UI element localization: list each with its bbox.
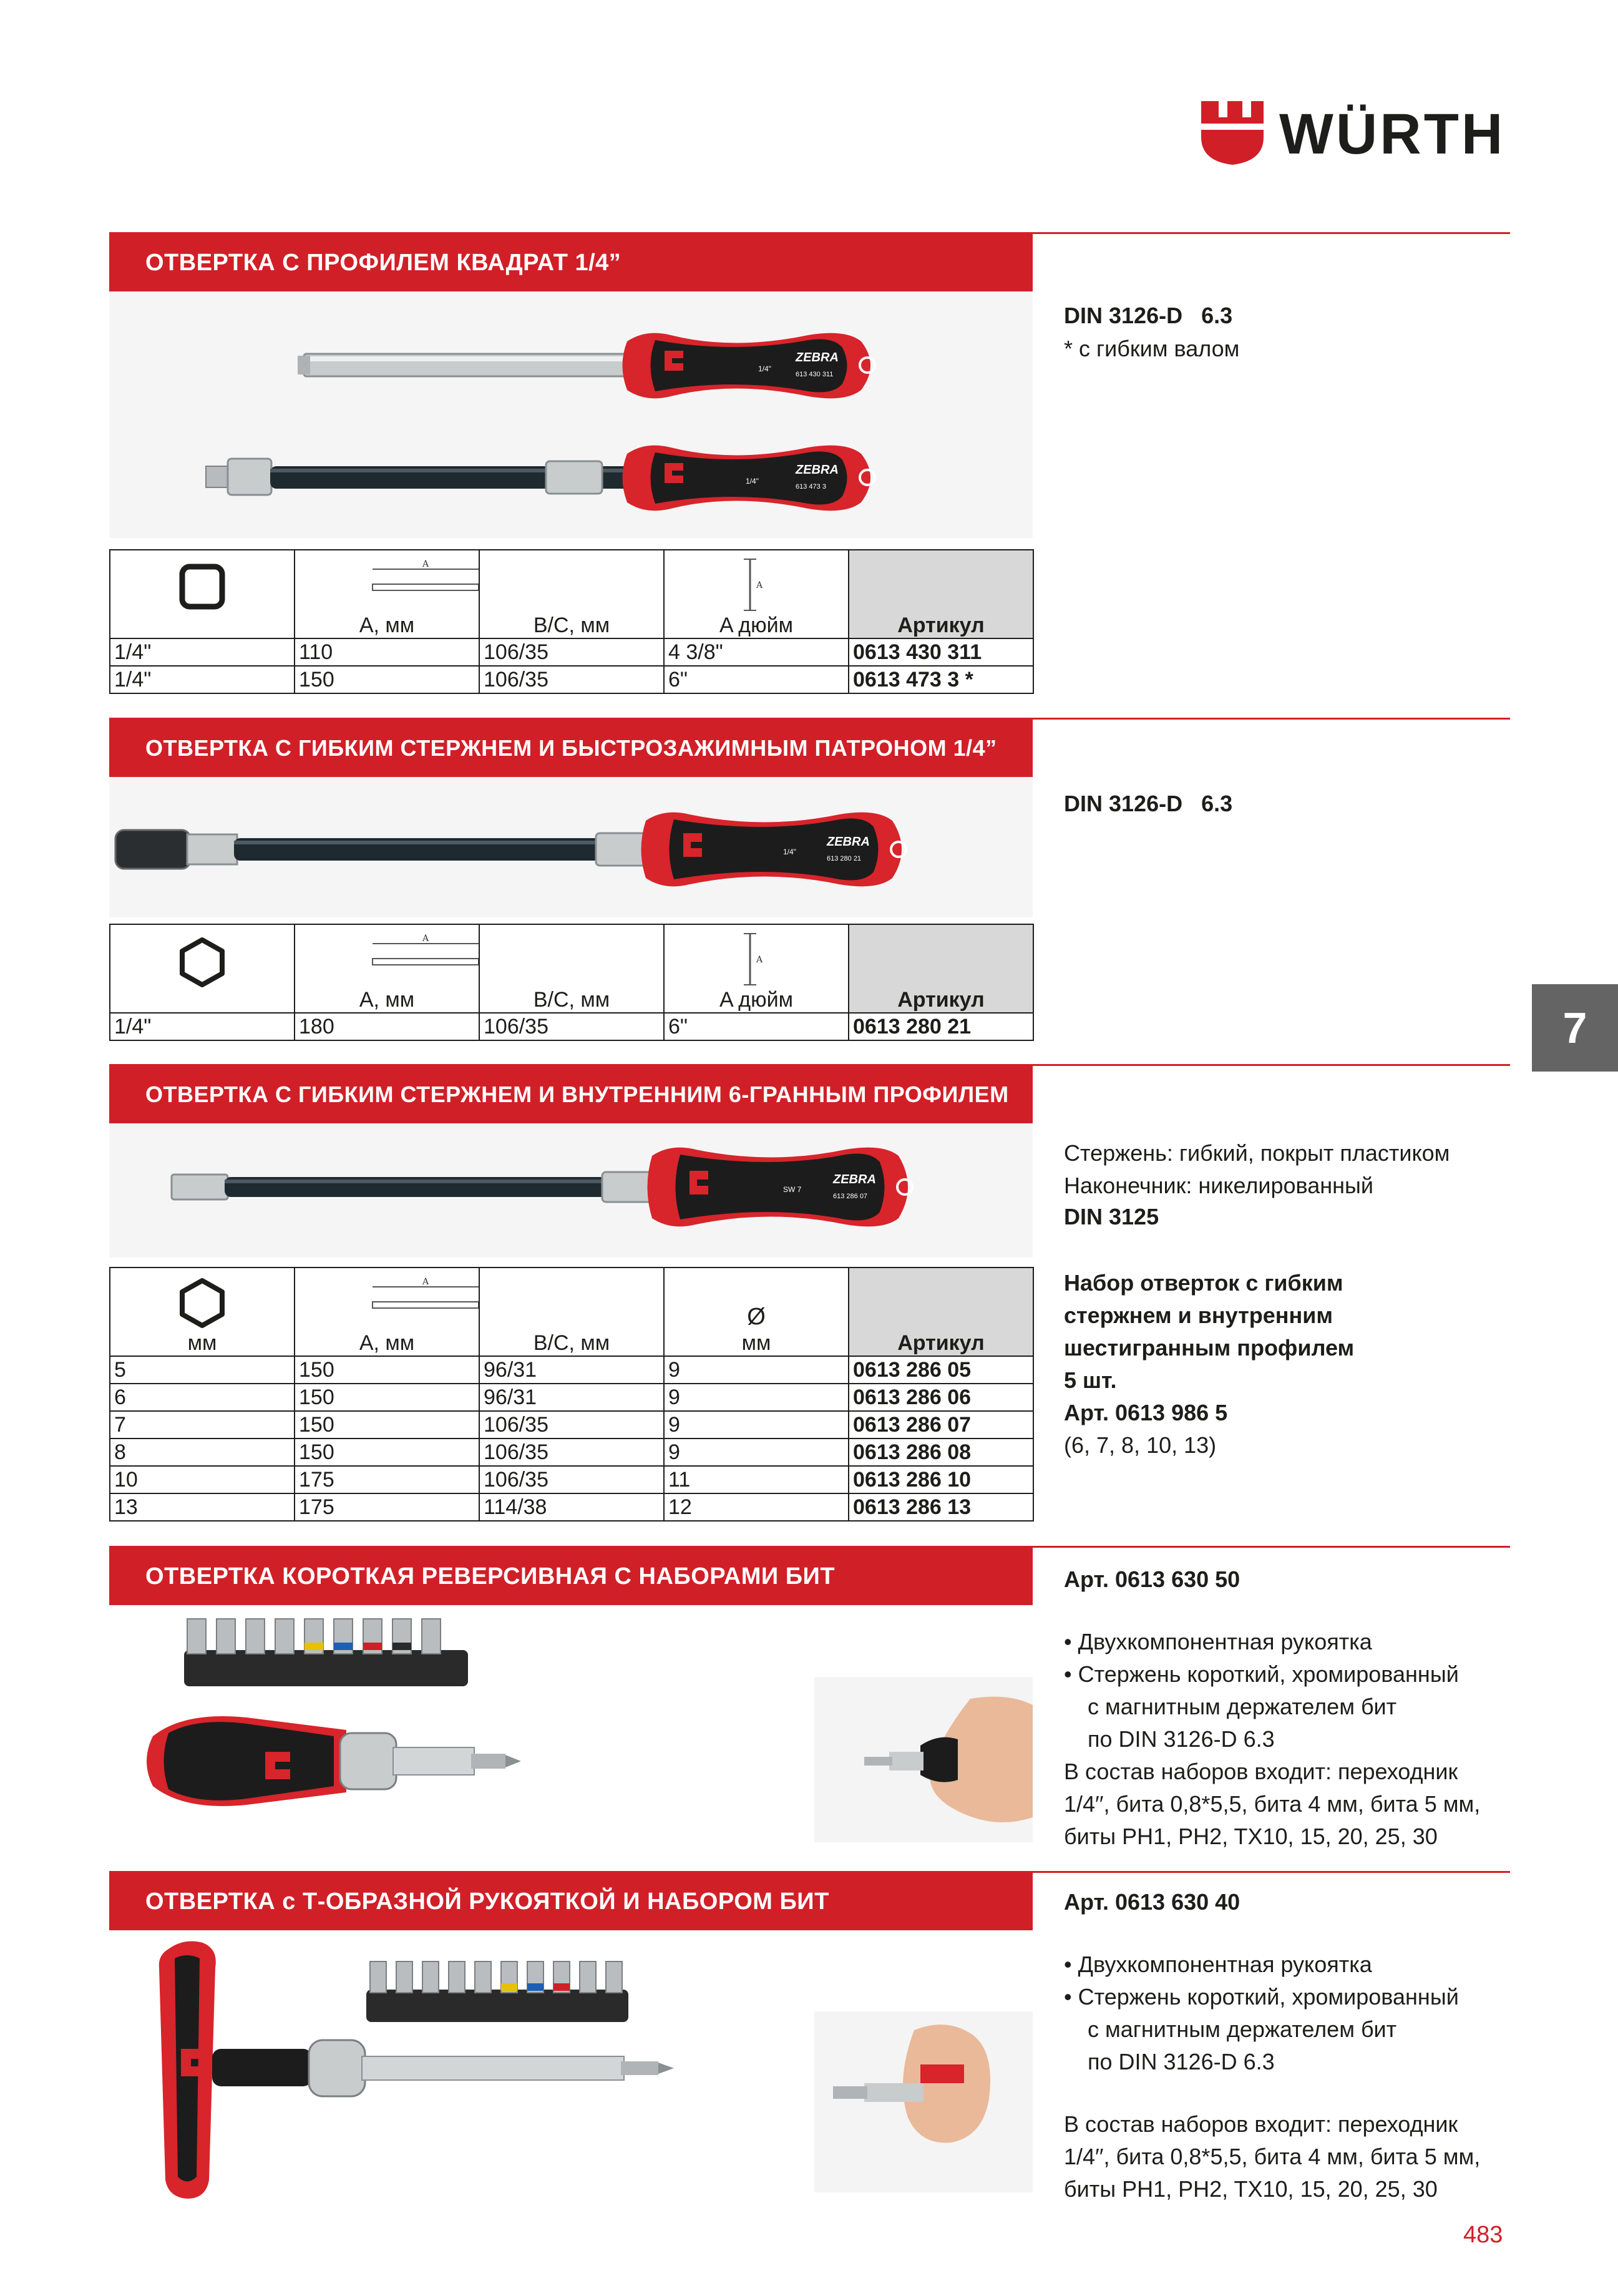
section-title-bar bbox=[109, 1873, 1033, 1930]
cell: 110 bbox=[295, 638, 479, 666]
bullet-continuation: с магнитным держателем бит bbox=[1088, 2016, 1397, 2042]
bullet-continuation: по DIN 3126-D 6.3 bbox=[1088, 1726, 1275, 1752]
spec-table bbox=[109, 549, 1034, 694]
dimension-diagram-icon: A B C bbox=[360, 931, 479, 987]
feature-bullet: • Стержень короткий, хромированный bbox=[1064, 1661, 1459, 1687]
profile-col-header bbox=[110, 924, 295, 1013]
cell: 1/4" bbox=[110, 1013, 295, 1040]
bullet-text: Стержень короткий, хромированный bbox=[1078, 1984, 1459, 2010]
section-title-bar bbox=[109, 1548, 1033, 1605]
handle-size: 1/4" bbox=[758, 364, 771, 373]
cell: 9 bbox=[664, 1439, 849, 1466]
cell: 150 bbox=[295, 666, 479, 693]
side-note: * с гибким валом bbox=[1064, 336, 1240, 361]
article-cell[interactable]: 0613 286 08 bbox=[849, 1439, 1033, 1466]
feature-bullet: • Стержень короткий, хромированный bbox=[1064, 1984, 1459, 2010]
section-title-bar bbox=[109, 1066, 1033, 1123]
article-cell[interactable]: 0613 286 07 bbox=[849, 1411, 1033, 1439]
table-row bbox=[110, 1466, 1033, 1493]
hexagon-profile-icon bbox=[176, 1277, 228, 1329]
bullet-text: Двухкомпонентная рукоятка bbox=[1078, 1629, 1372, 1654]
cell: 106/35 bbox=[479, 1411, 664, 1439]
col-label: A, мм bbox=[359, 988, 415, 1012]
side-standard: DIN 3125 bbox=[1064, 1204, 1159, 1229]
cell: 8 bbox=[110, 1439, 295, 1466]
cell: 4 3/8" bbox=[664, 638, 849, 666]
side-standard: DIN 3126-D 6.3 bbox=[1064, 303, 1233, 328]
product-image bbox=[109, 1930, 1033, 2205]
length-inch-icon bbox=[738, 931, 775, 987]
cell: 96/31 bbox=[479, 1384, 664, 1411]
contents-line: 1/4′′, бита 0,8*5,5, бита 4 мм, бита 5 мм, bbox=[1064, 1791, 1481, 1817]
cell: 106/35 bbox=[479, 1013, 664, 1040]
set-article[interactable]: Арт. 0613 986 5 bbox=[1064, 1400, 1228, 1425]
spec-table bbox=[109, 1267, 1034, 1522]
col-label: Артикул bbox=[897, 1331, 985, 1355]
table-row bbox=[110, 1411, 1033, 1439]
reversible-screwdriver-image bbox=[109, 1605, 1033, 1842]
cell: 96/31 bbox=[479, 1356, 664, 1384]
cell: 180 bbox=[295, 1013, 479, 1040]
side-line: Наконечник: никелированный bbox=[1064, 1173, 1374, 1198]
bullet-continuation: по DIN 3126-D 6.3 bbox=[1088, 2049, 1275, 2074]
table-row bbox=[110, 638, 1033, 666]
set-line: Набор отверток с гибким bbox=[1064, 1270, 1343, 1296]
brand-wordmark: WÜRTH bbox=[1279, 102, 1506, 166]
set-line: 5 шт. bbox=[1064, 1367, 1117, 1393]
svg-text:A: A bbox=[422, 934, 429, 944]
col-header-article bbox=[849, 550, 1033, 638]
cell: 106/35 bbox=[479, 666, 664, 693]
section-title: ОТВЕРТКА С ГИБКИМ СТЕРЖНЕМ И ВНУТРЕННИМ 6-ГРАННЫМ ПРОФИЛЕМ bbox=[145, 1082, 1009, 1107]
article-cell[interactable]: 0613 286 13 bbox=[849, 1493, 1033, 1521]
set-title bbox=[1064, 1267, 1354, 1429]
article-cell[interactable]: 0613 280 21 bbox=[849, 1013, 1033, 1040]
article-cell[interactable]: 0613 286 06 bbox=[849, 1384, 1033, 1411]
col-label: Артикул bbox=[897, 988, 985, 1012]
col-label: A дюйм bbox=[719, 613, 793, 637]
wurth-logo bbox=[1201, 99, 1513, 167]
cell: 175 bbox=[295, 1466, 479, 1493]
dimension-diagram-icon: A B C bbox=[360, 557, 479, 613]
article-cell[interactable]: 0613 286 10 bbox=[849, 1466, 1033, 1493]
set-line: стержнем и внутренним bbox=[1064, 1302, 1333, 1328]
table-row bbox=[110, 1013, 1033, 1040]
diameter-icon: Ø bbox=[747, 1304, 766, 1330]
cell: 175 bbox=[295, 1493, 479, 1521]
handle-code: 613 286 07 bbox=[833, 1193, 868, 1200]
col-header-article bbox=[849, 924, 1033, 1013]
col-label: A дюйм bbox=[719, 988, 793, 1012]
svg-text:A: A bbox=[422, 1277, 429, 1287]
handle-size: SW 7 bbox=[783, 1185, 802, 1194]
contents-line: 1/4′′, бита 0,8*5,5, бита 4 мм, бита 5 мм, bbox=[1064, 2144, 1481, 2169]
cell: 9 bbox=[664, 1384, 849, 1411]
cell: 150 bbox=[295, 1356, 479, 1384]
cell: 1/4" bbox=[110, 638, 295, 666]
col-label: B/C, мм bbox=[533, 613, 610, 637]
handle-size: 1/4" bbox=[746, 477, 759, 486]
cell: 114/38 bbox=[479, 1493, 664, 1521]
cell: 7 bbox=[110, 1411, 295, 1439]
col-label: мм bbox=[187, 1331, 217, 1355]
spec-table bbox=[109, 924, 1034, 1041]
cell: 150 bbox=[295, 1384, 479, 1411]
bullet-text: Стержень короткий, хромированный bbox=[1078, 1661, 1459, 1687]
svg-text:A: A bbox=[756, 580, 763, 590]
set-sizes: (6, 7, 8, 10, 13) bbox=[1064, 1432, 1217, 1458]
profile-col-header bbox=[110, 1268, 295, 1356]
section-title: ОТВЕРТКА КОРОТКАЯ РЕВЕРСИВНАЯ С НАБОРАМИ БИТ bbox=[145, 1563, 836, 1590]
cell: 150 bbox=[295, 1439, 479, 1466]
col-label: A, мм bbox=[359, 1331, 415, 1355]
t-handle-screwdriver-image bbox=[109, 1930, 1033, 2205]
col-header-a-inch bbox=[664, 550, 849, 638]
col-label: мм bbox=[741, 1331, 771, 1355]
table-row bbox=[110, 1439, 1033, 1466]
article-cell[interactable]: 0613 430 311 bbox=[849, 638, 1033, 666]
set-line: шестигранным профилем bbox=[1064, 1335, 1355, 1361]
cell: 106/35 bbox=[479, 1439, 664, 1466]
length-inch-icon bbox=[738, 557, 775, 613]
flexible-screwdriver-image bbox=[109, 777, 1033, 917]
feature-bullet: • Двухкомпонентная рукоятка bbox=[1064, 1629, 1372, 1654]
handle-code: 613 280 21 bbox=[827, 855, 862, 862]
product-image bbox=[109, 1123, 1033, 1258]
contents-line: В состав наборов входит: переходник bbox=[1064, 1759, 1458, 1784]
cell: 106/35 bbox=[479, 638, 664, 666]
cell: 6 bbox=[110, 1384, 295, 1411]
hex-screwdriver-image bbox=[109, 1123, 1033, 1258]
svg-text:A: A bbox=[422, 559, 429, 569]
square-profile-icon bbox=[177, 562, 227, 612]
dimension-diagram-icon: A B C bbox=[360, 1274, 479, 1331]
product-image bbox=[109, 291, 1033, 538]
col-header-article bbox=[849, 1268, 1033, 1356]
cell: 150 bbox=[295, 1411, 479, 1439]
section-title: ОТВЕРТКА С ПРОФИЛЕМ КВАДРАТ 1/4” bbox=[145, 249, 621, 276]
cell: 106/35 bbox=[479, 1466, 664, 1493]
section-article[interactable]: Арт. 0613 630 50 bbox=[1064, 1566, 1240, 1592]
section-title: ОТВЕРТКА С ГИБКИМ СТЕРЖНЕМ И БЫСТРОЗАЖИМНЫМ ПАТРОНОМ 1/4” bbox=[145, 735, 997, 761]
contents-line: биты PH1, PH2, TX10, 15, 20, 25, 30 bbox=[1064, 2176, 1438, 2202]
cell: 6" bbox=[664, 666, 849, 693]
col-label: Артикул bbox=[897, 613, 985, 637]
side-line: Стержень: гибкий, покрыт пластиком bbox=[1064, 1140, 1450, 1166]
handle-code: 613 473 3 bbox=[796, 483, 826, 491]
product-image bbox=[109, 1605, 1033, 1842]
table-row bbox=[110, 1493, 1033, 1521]
section-title: ОТВЕРТКА с Т-ОБРАЗНОЙ РУКОЯТКОЙ И НАБОРОМ БИТ bbox=[145, 1888, 829, 1915]
cell: 13 bbox=[110, 1493, 295, 1521]
cell: 12 bbox=[664, 1493, 849, 1521]
handle-size: 1/4" bbox=[783, 848, 796, 856]
chapter-tab-label: 7 bbox=[1562, 1004, 1587, 1052]
screwdriver-image bbox=[109, 291, 1033, 538]
table-row bbox=[110, 666, 1033, 693]
cell: 9 bbox=[664, 1411, 849, 1439]
article-cell[interactable]: 0613 473 3 * bbox=[849, 666, 1033, 693]
cell: 5 bbox=[110, 1356, 295, 1384]
col-header-a-inch bbox=[664, 924, 849, 1013]
section-title-bar bbox=[109, 720, 1033, 777]
cell: 6" bbox=[664, 1013, 849, 1040]
section-title-bar bbox=[109, 234, 1033, 291]
bullet-continuation: с магнитным держателем бит bbox=[1088, 1694, 1397, 1719]
page-number: 483 bbox=[1463, 2222, 1503, 2248]
handle-brand: ZEBRA bbox=[796, 463, 839, 477]
chapter-tab[interactable] bbox=[1532, 984, 1618, 1072]
cell: 9 bbox=[664, 1356, 849, 1384]
col-header-diameter bbox=[664, 1268, 849, 1356]
section-article[interactable]: Арт. 0613 630 40 bbox=[1064, 1889, 1240, 1915]
cell: 1/4" bbox=[110, 666, 295, 693]
handle-brand: ZEBRA bbox=[827, 835, 870, 849]
col-label: B/C, мм bbox=[533, 1331, 610, 1355]
col-header-bc bbox=[479, 924, 664, 1013]
product-image bbox=[109, 777, 1033, 917]
side-standard: DIN 3126-D 6.3 bbox=[1064, 791, 1233, 816]
profile-col-header bbox=[110, 550, 295, 638]
table-row bbox=[110, 1356, 1033, 1384]
handle-code: 613 430 311 bbox=[796, 371, 834, 378]
article-cell[interactable]: 0613 286 05 bbox=[849, 1356, 1033, 1384]
col-label: B/C, мм bbox=[533, 988, 610, 1012]
col-label: A, мм bbox=[359, 613, 415, 637]
col-header-bc bbox=[479, 550, 664, 638]
handle-brand: ZEBRA bbox=[833, 1173, 876, 1186]
svg-text:A: A bbox=[756, 955, 763, 965]
table-row bbox=[110, 1384, 1033, 1411]
cell: 11 bbox=[664, 1466, 849, 1493]
feature-bullet: • Двухкомпонентная рукоятка bbox=[1064, 1952, 1372, 1977]
handle-brand: ZEBRA bbox=[796, 351, 839, 364]
contents-line: В состав наборов входит: переходник bbox=[1064, 2111, 1458, 2137]
contents-line: биты PH1, PH2, TX10, 15, 20, 25, 30 bbox=[1064, 1824, 1438, 1849]
cell: 10 bbox=[110, 1466, 295, 1493]
col-header-bc bbox=[479, 1268, 664, 1356]
bullet-text: Двухкомпонентная рукоятка bbox=[1078, 1952, 1372, 1977]
hexagon-profile-icon bbox=[176, 936, 228, 989]
